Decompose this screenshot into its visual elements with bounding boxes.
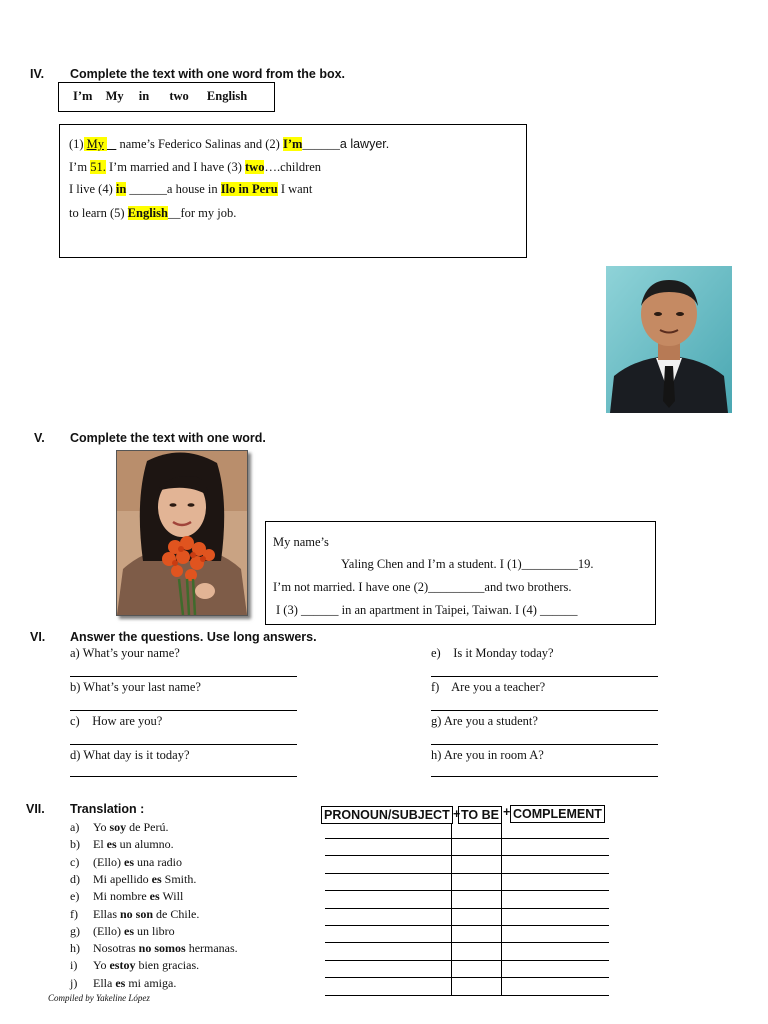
plus-sign: + [453, 807, 461, 821]
man-photo [606, 266, 732, 413]
translation-item-label: f) [70, 906, 78, 921]
word-box [58, 82, 275, 112]
translation-table-row-line[interactable] [325, 855, 609, 856]
translation-item-text: Yo [93, 820, 110, 834]
table-divider-2 [501, 823, 502, 995]
translation-item-label: a) [70, 820, 80, 834]
translation-item-label: b) [70, 837, 80, 852]
translation-item [70, 820, 168, 835]
question-h: h) Are you in room A? [431, 748, 544, 762]
question-d: d) What day is it today? [70, 748, 190, 762]
table-divider-1 [451, 823, 452, 995]
answer-5: English [127, 206, 168, 220]
translation-item-text: de Perú. [126, 820, 169, 834]
s5-line-1: My name’s [273, 535, 329, 549]
translation-item-text: Will [159, 889, 184, 904]
plus-sign: + [503, 805, 511, 819]
answer-line-h[interactable] [431, 776, 658, 777]
translation-item-text: una radio [134, 854, 182, 869]
translation-item-text: Ella [93, 975, 116, 990]
translation-table-row-line[interactable] [325, 942, 609, 943]
answer-line-a[interactable] [70, 676, 297, 677]
s4-text: a lawyer. [339, 137, 390, 151]
translation-item-verb: es [149, 889, 160, 904]
s4-text: I live (4) [69, 182, 113, 196]
answer-2: I’m [282, 137, 303, 151]
translation-item-label: j) [70, 975, 78, 990]
translation-item [70, 855, 182, 870]
answer-age: 51. [90, 160, 106, 174]
girl-photo [116, 450, 248, 616]
s4-text: __for my job. [167, 206, 237, 220]
translation-item-verb: es [124, 854, 134, 869]
section-6-title: Answer the questions. Use long answers. [70, 630, 317, 644]
question-b: b) What’s your last name? [70, 680, 201, 694]
answer-3: two [245, 160, 265, 174]
question-f: f) Are you a teacher? [431, 680, 546, 694]
s4-line-1: (1) My name’s Federico Salinas and (2) I’m______a lawyer. [69, 137, 390, 151]
answer-place: Ilo in Peru [220, 182, 278, 196]
s4-line-3 [69, 182, 312, 197]
translation-item [70, 907, 199, 922]
translation-item-verb: soy [109, 820, 127, 834]
translation-table-row-line[interactable] [325, 908, 609, 909]
section-5-number: V. [34, 431, 45, 445]
section-5-title: Complete the text with one word. [70, 431, 266, 445]
header-pronoun-subject: PRONOUN/SUBJECT [321, 806, 453, 824]
translation-item-label: i) [70, 958, 78, 973]
header-to-be: TO BE [458, 806, 502, 824]
header-complement: COMPLEMENT [510, 805, 605, 823]
girl-with-flowers-icon [117, 451, 247, 615]
section-7-number: VII. [26, 802, 45, 816]
translation-item [70, 889, 183, 904]
question-e: e) Is it Monday today? [431, 646, 554, 660]
translation-item-text: mi amiga. [125, 975, 177, 990]
translation-item [70, 872, 196, 887]
translation-item-text: un libro [134, 923, 175, 938]
translation-item [70, 837, 174, 852]
question-c: c) How are you? [70, 714, 163, 728]
s4-text: to learn (5) [69, 206, 125, 220]
section-4-number: IV. [30, 67, 45, 81]
translation-item-text: (Ello) [93, 854, 124, 869]
translation-item-label: g) [70, 923, 80, 938]
s5-line-3: I’m not married. I have one (2)_________and two brothers. [273, 580, 572, 594]
answer-line-e[interactable] [431, 676, 658, 677]
translation-item-text: Smith. [161, 871, 197, 886]
translation-item-text: de Chile. [153, 906, 200, 921]
question-a: a) What’s your name? [70, 646, 180, 660]
s4-text: ______a house in [129, 182, 218, 196]
translation-item-text: Yo [93, 958, 110, 973]
translation-item-verb: es [151, 871, 162, 886]
translation-table-row-line[interactable] [325, 977, 609, 978]
translation-item-label: e) [70, 889, 80, 904]
s4-line-2 [69, 160, 321, 175]
translation-item-label: h) [70, 941, 80, 956]
translation-item-text: un alumno. [116, 837, 174, 852]
translation-item-text: Mi apellido [93, 871, 152, 886]
translation-item-label: c) [70, 854, 80, 869]
answer-4: in [115, 182, 127, 196]
answer-line-b[interactable] [70, 710, 297, 711]
s4-text: ….children [264, 160, 322, 174]
translation-table-row-line[interactable] [325, 925, 609, 926]
s4-text: I’m [69, 160, 88, 174]
s5-line-2: Yaling Chen and I’m a student. I (1)_________19. [341, 557, 594, 571]
s4-text: I want [280, 182, 313, 196]
translation-item-text: bien gracias. [135, 958, 200, 973]
section-6-number: VI. [30, 630, 46, 644]
translation-item-verb: es [124, 923, 134, 938]
section-4-title: Complete the text with one word from the box. [70, 67, 346, 81]
translation-item-verb: es [115, 975, 126, 990]
translation-item-text: Mi nombre [93, 889, 150, 904]
s4-text: (1) [69, 137, 84, 151]
translation-item [70, 958, 199, 973]
word-box-item: My [105, 89, 124, 103]
translation-item-verb: no somos [138, 941, 186, 956]
translation-item-text: El [93, 837, 107, 852]
translation-item-verb: es [106, 837, 117, 852]
answer-1: My [84, 137, 107, 151]
word-box-item: two [169, 89, 189, 103]
translation-item-text: Nosotras [93, 941, 139, 956]
translation-table-row-line[interactable] [325, 995, 609, 996]
translation-item-verb: estoy [109, 958, 136, 973]
translation-table-row-line[interactable] [325, 838, 609, 839]
s4-line-4 [69, 206, 236, 221]
translation-table-row-line[interactable] [325, 890, 609, 891]
section-7-title: Translation : [70, 802, 145, 816]
translation-table-row-line[interactable] [325, 873, 609, 874]
word-box-item: in [138, 89, 150, 103]
translation-item-text: (Ello) [93, 923, 124, 938]
man-portrait-icon [606, 266, 732, 413]
translation-item-verb: no son [120, 906, 154, 921]
s4-text: I’m married and I have (3) [108, 160, 242, 174]
translation-table-row-line[interactable] [325, 960, 609, 961]
translation-item-label: d) [70, 871, 80, 886]
translation-item [70, 941, 238, 956]
footer-credit: Compiled by Yakeline López [48, 993, 150, 1003]
answer-line-d[interactable] [70, 776, 297, 777]
s5-line-4: I (3) ______ in an apartment in Taipei, Taiwan. I (4) ______ [276, 603, 578, 617]
answer-line-g[interactable] [431, 744, 658, 745]
word-box-item: English [206, 89, 248, 103]
word-box-item: I’m [73, 89, 93, 103]
translation-item-text: Ellas [93, 906, 120, 921]
question-g: g) Are you a student? [431, 714, 538, 728]
answer-line-f[interactable] [431, 710, 658, 711]
answer-line-c[interactable] [70, 744, 297, 745]
translation-item-text: hermanas. [185, 941, 238, 956]
s4-text: name’s Federico Salinas and (2) [119, 137, 280, 151]
translation-item [70, 924, 175, 939]
translation-item [70, 976, 176, 991]
